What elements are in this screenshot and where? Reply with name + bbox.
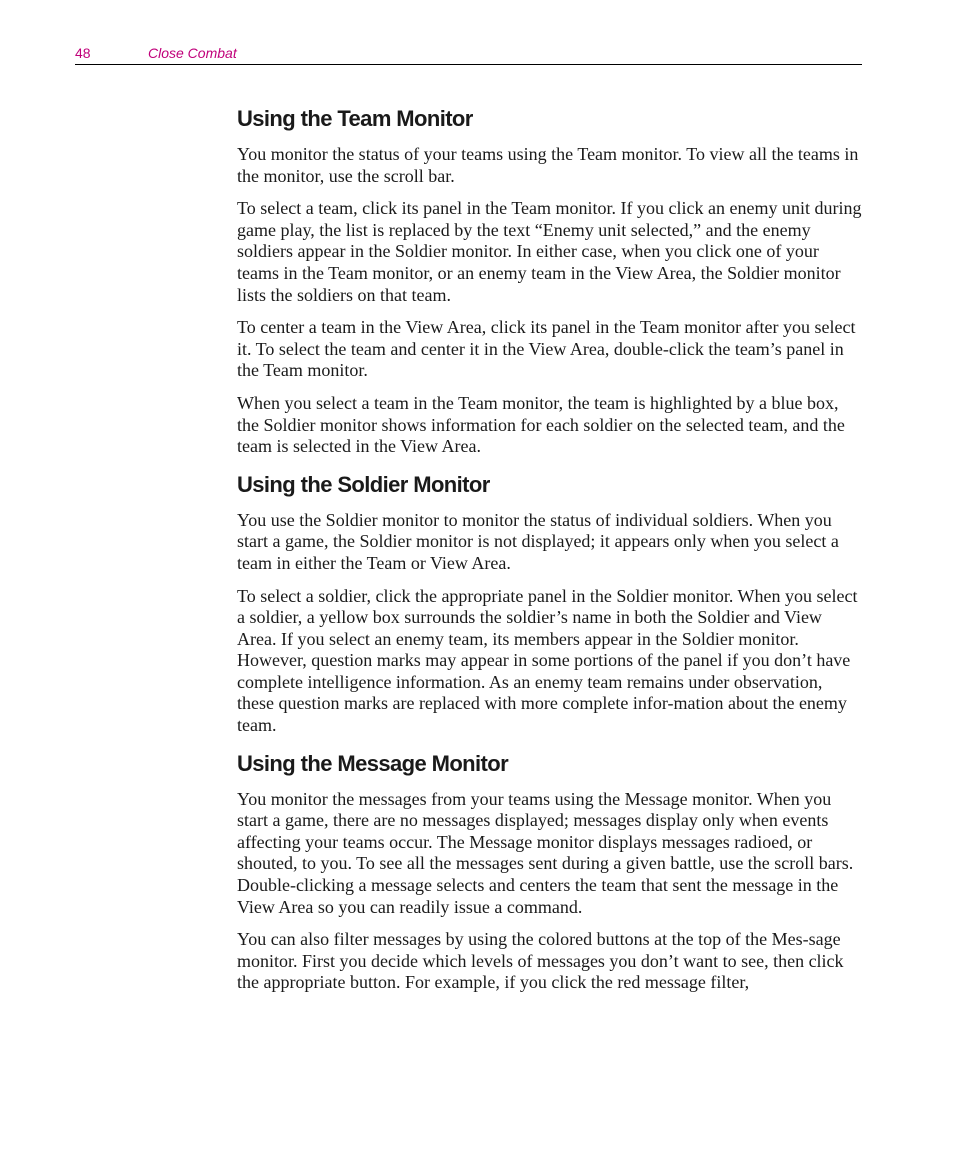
section-soldier-monitor	[237, 470, 862, 737]
page-number: 48	[75, 45, 91, 61]
section-heading: Using the Soldier Monitor	[237, 471, 490, 497]
section-heading: Using the Team Monitor	[237, 106, 473, 131]
paragraph: To select a soldier, click the appropriate panel in the Soldier monitor. When you select a soldier, a yellow box surrounds the soldier’s name in both the Soldier and View Area. If you select an enemy team, its members appear in the Soldier monitor. However, question marks may appear in some portions of the panel if you don’t have complete intelligence information. As an enemy team remains under observation, these question marks are replaced with more complete infor-mation about the enemy team.	[237, 585, 858, 736]
page-body	[237, 104, 862, 1005]
paragraph: You can also filter messages by using the colored buttons at the top of the Mes-sage monitor. First you decide which levels of messages you don’t want to see, then click the appropriate button. For example, if you click the red message filter,	[237, 929, 844, 993]
section-message-monitor	[237, 749, 862, 994]
paragraph: You use the Soldier monitor to monitor the status of individual soldiers. When you start a game, the Soldier monitor is not displayed; it appears only when you select a team in either the Team or View Area.	[237, 509, 839, 573]
section-team-monitor	[237, 104, 862, 458]
paragraph: To select a team, click its panel in the Team monitor. If you click an enemy unit during game play, the list is replaced by the text “Enemy unit selected,” and the enemy soldiers appear in the Soldier monitor. In either case, when you click one of your teams in the Team monitor, or an enemy team in the View Area, the Soldier monitor lists the soldiers on that team.	[237, 198, 862, 305]
paragraph: To center a team in the View Area, click its panel in the Team monitor after you select it. To select the team and center it in the View Area, double-click the team’s panel in the Team monitor.	[237, 317, 856, 381]
section-heading: Using the Message Monitor	[237, 750, 509, 776]
paragraph: You monitor the messages from your teams using the Message monitor. When you start a game, there are no messages displayed; messages display only when events affecting your teams occur. The Message monitor displays messages radioed, or shouted, to you. To see all the messages sent during a given battle, use the scroll bars. Double-clicking a message selects and centers the team that sent the message in the View Area so you can readily issue a command.	[237, 788, 854, 917]
running-title: Close Combat	[148, 45, 237, 61]
page-header	[75, 44, 862, 65]
paragraph: You monitor the status of your teams using the Team monitor. To view all the teams in the monitor, use the scroll bar.	[237, 144, 859, 186]
paragraph: When you select a team in the Team monitor, the team is highlighted by a blue box, the Soldier monitor shows information for each soldier on the selected team, and the team is selected in the View Area.	[237, 392, 845, 457]
